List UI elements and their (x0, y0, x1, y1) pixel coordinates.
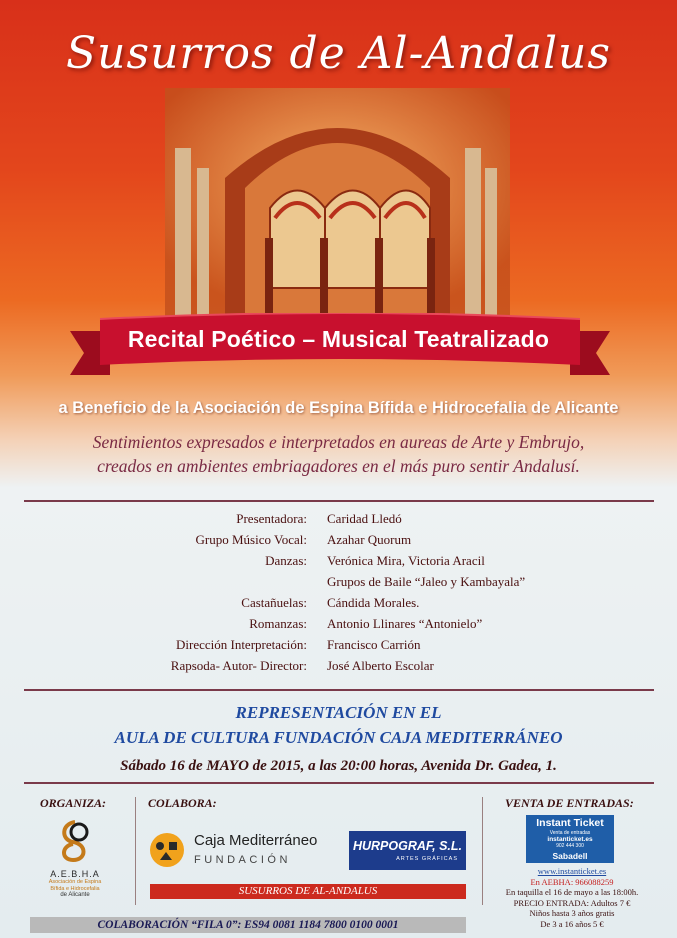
tagline-line: Sentimientos expresados e interpretados en aureas de Arte y Embrujo, (92, 432, 585, 452)
beneficiary-text: a Beneficio de la Asociación de Espina Bífida e Hidrocefalia de Alicante (58, 399, 619, 417)
credit-name: Grupos de Baile “Jaleo y Kambayala” (327, 574, 526, 589)
aebha-subtitle: Bífida e Hidrocefalia (50, 885, 100, 892)
aebha-subtitle: de Alicante (60, 892, 90, 898)
credit-role: Romanzas: (249, 616, 307, 631)
credit-name: Verónica Mira, Victoria Aracil (327, 553, 485, 568)
collaboration-account: COLABORACIÓN “FILA 0”: ES94 0081 1184 7800 0100 0001 (30, 917, 466, 933)
organiza-label: ORGANIZA: (40, 796, 107, 810)
caja-name: Caja Mediterráneo (194, 832, 318, 849)
credit-row (0, 553, 677, 573)
credit-row (0, 511, 677, 531)
credit-name: Cándida Morales. (327, 595, 420, 610)
aebha-emblem-icon (53, 818, 97, 864)
divider (482, 797, 483, 905)
credit-name: José Alberto Escolar (327, 658, 434, 673)
ticket-subtitle: Venta de entradas (549, 830, 591, 836)
sabadell-label: Sabadell (552, 851, 588, 861)
credit-name: Antonio Llinares “Antonielo” (327, 616, 483, 631)
mosque-arches-image (165, 88, 510, 320)
ticket-sales-info (488, 866, 656, 929)
venue-heading: REPRESENTACIÓN EN EL (235, 703, 442, 722)
credit-row (0, 574, 677, 594)
ticket-phone: 902 444 300 (556, 843, 584, 849)
event-date: Sábado 16 de MAYO de 2015, a las 20:00 horas, Avenida Dr. Gadea, 1. (120, 758, 557, 774)
hurpograf-subtitle: ARTES GRÁFICAS (396, 856, 458, 862)
credit-row (0, 616, 677, 636)
price-adults: PRECIO ENTRADA: Adultos 7 € (513, 897, 631, 908)
credit-role: Presentadora: (236, 511, 307, 526)
divider (24, 500, 654, 502)
ticket-site: instanticket.es (547, 836, 593, 843)
divider (24, 782, 654, 784)
aebha-name: A.E.B.H.A (50, 869, 100, 879)
credit-name: Azahar Quorum (327, 532, 412, 547)
credit-row (0, 637, 677, 657)
event-name-bar: SUSURROS DE AL-ANDALUS (150, 884, 466, 899)
aebha-phone: En AEBHA: 966088259 (530, 876, 614, 887)
ticket-brand: Instant Ticket (536, 817, 604, 829)
ticket-website-link[interactable]: www.instanticket.es (537, 866, 607, 876)
banner-text: Recital Poético – Musical Teatralizado (127, 326, 550, 352)
aebha-subtitle: Asociación de Espina (48, 879, 102, 885)
credit-role: Castañuelas: (241, 595, 307, 610)
aebha-logo (35, 818, 115, 906)
box-office-info: En taquilla el 16 de mayo a las 18:00h. (505, 887, 639, 897)
credit-name: Francisco Carrión (327, 637, 421, 652)
divider (135, 797, 136, 905)
hurpograf-logo (349, 831, 466, 870)
divider (24, 689, 654, 691)
hurpograf-name: HURPOGRAF, S.L. (352, 839, 463, 853)
poster-title: Susurros de Al-Andalus (66, 28, 611, 79)
credit-row (0, 658, 677, 678)
price-kids-free: Niños hasta 3 años gratis (529, 908, 615, 918)
credit-role: Dirección Interpretación: (175, 637, 307, 652)
colabora-label: COLABORA: (148, 796, 217, 810)
price-kids: De 3 a 16 años 5 € (540, 918, 604, 929)
credit-name: Caridad Lledó (327, 511, 402, 526)
venue-name: AULA DE CULTURA FUNDACIÓN CAJA MEDITERRÁNEO (114, 728, 563, 747)
credit-role: Danzas: (265, 553, 307, 568)
credit-role: Grupo Músico Vocal: (195, 532, 307, 547)
tagline-line: creados en ambientes embriagadores en el más puro sentir Andalusí. (97, 456, 580, 476)
credit-row (0, 532, 677, 552)
credit-role: Rapsoda- Autor- Director: (170, 658, 307, 673)
instant-ticket-logo (526, 815, 614, 863)
tagline (0, 430, 677, 478)
caja-fundacion: FUNDACIÓN (194, 854, 291, 866)
credit-row (0, 595, 677, 615)
venta-label: VENTA DE ENTRADAS: (505, 796, 634, 810)
